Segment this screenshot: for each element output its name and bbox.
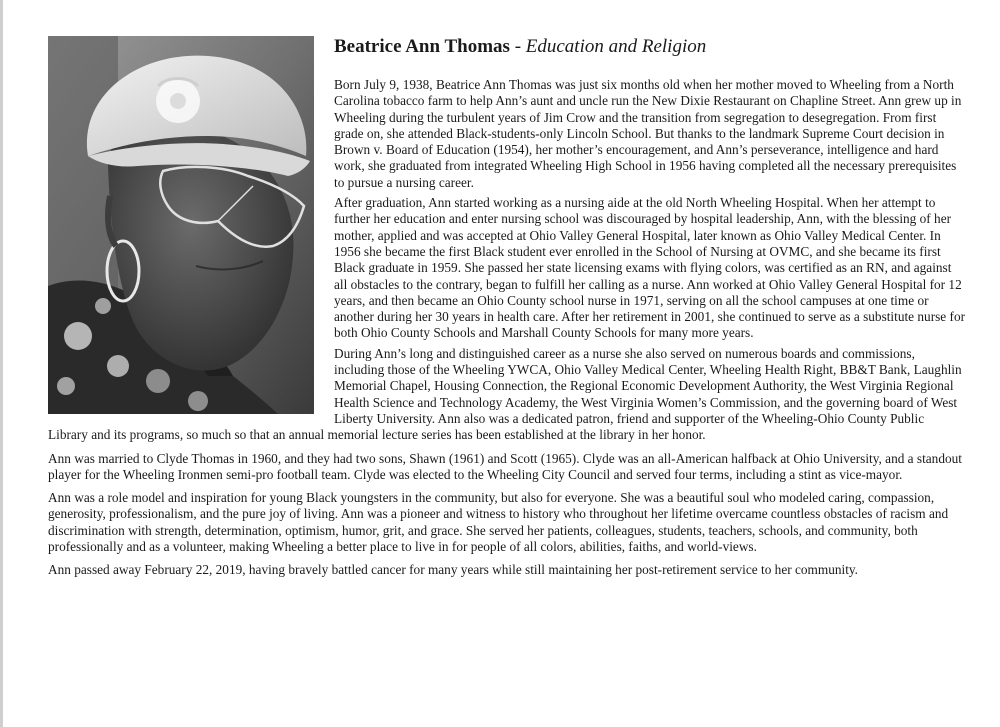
headline-separator: - [509, 36, 526, 57]
biography-article [48, 36, 966, 583]
photo-spacer [48, 36, 314, 424]
paragraph-early-life: Born July 9, 1938, Beatrice Ann Thomas was just six months old when her mother moved to Wheeling from a North Carolina tobacco farm to help Ann’s aunt and uncle run the New Dixie Restaurant on Chapline Street. Ann grew up in Wheeling during the turbulent years of Jim Crow and the transition from segregation to desegregation. From first grade on, she attended Black-students-only Lincoln School. But thanks to the landmark Supreme Court decision in Brown v. Board of Education (1954), her mother’s encouragement, and Ann’s perseverance, intelligence and hard work, she graduated from integrated Wheeling High School in 1956 having completed all the necessary prerequisites to pursue a nursing career. [334, 77, 962, 190]
page-edge-rule [0, 0, 3, 727]
paragraph-nursing-career: After graduation, Ann started working as a nursing aide at the old North Wheeling Hospital. When her attempt to further her education and enter nursing school was discouraged by hospital leadership, Ann, with the blessing of her mother, applied and was accepted at Ohio Valley General Hospital, later known as Ohio Valley Medical Center. In 1956 she became the first Black student ever enrolled in the School of Nursing at OVMC, and she became its first Black graduate in 1959. She passed her state licensing exams with flying colors, was certified as an RN, and against all obstacles to the contrary, began to fulfill her calling as a nurse. Ann worked at Ohio Valley General Hospital for 12 years, and then became an Ohio County school nurse in 1971, serving on all the school campuses at one time or another during her 30 years in health care. After her retirement in 2001, she continued to serve as a substitute nurse for both Ohio County Schools and Marshall County Schools for many more years. [334, 195, 966, 341]
paragraph-family: Ann was married to Clyde Thomas in 1960, and they had two sons, Shawn (1961) and Scott (1965). Clyde was an all-American halfback at Ohio University, and a standout player for the Wheeling Ironmen semi-pro football team. Clyde was elected to the Wheeling City Council and served four terms, including a stint as vice-mayor. [48, 450, 962, 482]
paragraph-legacy: Ann was a role model and inspiration for young Black youngsters in the community, but also for everyone. She was a beautiful soul who modeled caring, compassion, generosity, professionalism, and the pure joy of living. Ann was a pioneer and witness to history who throughout her lifetime overcame countless obstacles of racism and discrimination with strength, determination, optimism, humor, grit, and grace. She served her patients, colleagues, students, teachers, schools, and community, both professionally and as a volunteer, making Wheeling a better place to live in for people of all colors, abilities, faiths, and world-views. [48, 490, 949, 555]
paragraph-passing: Ann passed away February 22, 2019, having bravely battled cancer for many years while still maintaining her post-retirement service to her community. [48, 562, 858, 578]
category-label: Education and Religion [525, 36, 707, 57]
person-name: Beatrice Ann Thomas [334, 36, 510, 57]
paragraph-community-service: During Ann’s long and distinguished career as a nurse she also served on numerous boards and commissions, including those of the Wheeling YWCA, Ohio Valley Medical Center, Wheeling Health Right, BB&T Bank, Laughlin Memorial Chapel, Housing Connection, the Regional Economic Development Authority, the West Virginia Regional Health Science and Technology Academy, the West Virginia Women’s Commission, and the governing board of West Liberty University. Ann also was a dedicated patron, friend and supporter of the Wheeling-Ohio County Public Library and its programs, so much so that an annual memorial lecture series has been established at the library in her honor. [48, 345, 962, 443]
